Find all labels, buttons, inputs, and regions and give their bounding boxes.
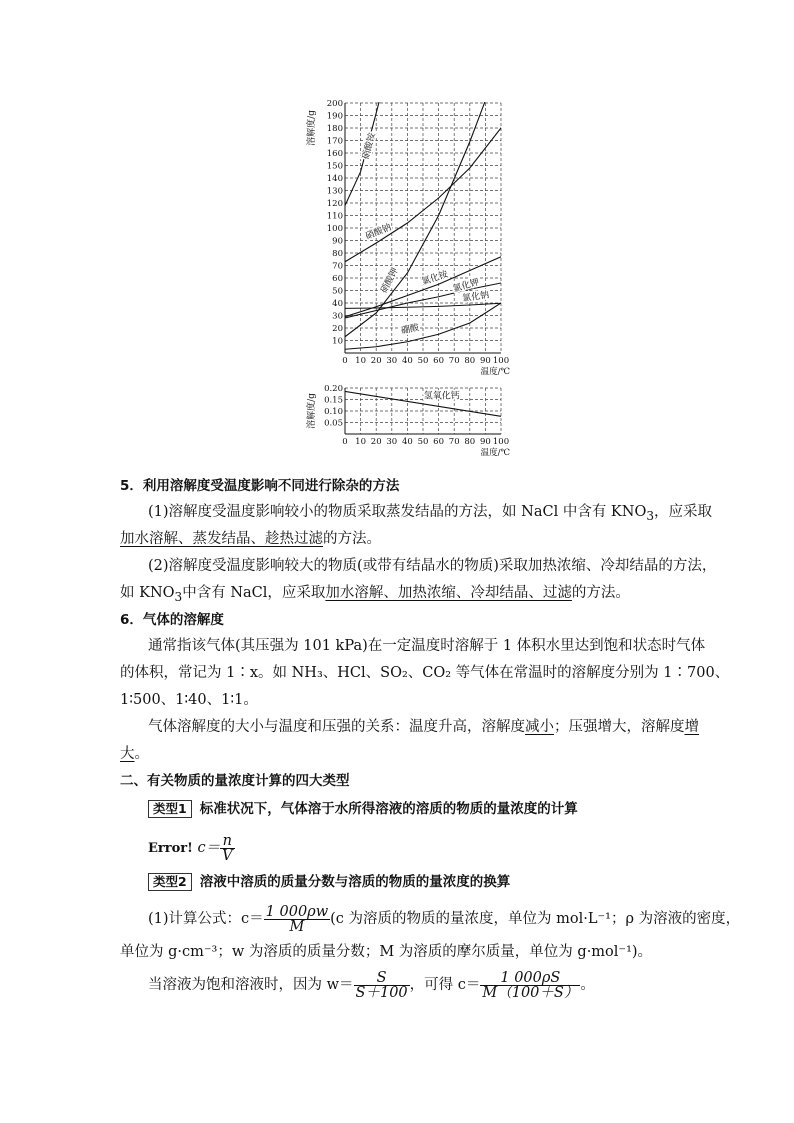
y-tick-label: 70	[332, 261, 343, 272]
fraction: $\frac{S}{S+100}$	[355, 969, 408, 1001]
part-2-title: 二、有关物质的量浓度计算的四大类型	[120, 773, 350, 789]
y-tick-label: 0.05	[324, 418, 343, 429]
x-tick-label: 70	[448, 356, 460, 366]
series-label: 氯化铵	[420, 269, 450, 288]
y-tick-label: 100	[326, 224, 343, 234]
x-tick-label: 60	[433, 356, 445, 366]
section-5-para1-line2: 加水溶解、蒸发结晶、趁热过滤的方法。	[120, 531, 381, 547]
y-tick-label: 20	[332, 324, 343, 334]
section-6-line5: 大。	[120, 746, 149, 762]
series-label: 氢氧化钙	[423, 391, 460, 402]
series-label: 硼酸	[400, 323, 420, 337]
y-tick-label: 180	[326, 124, 343, 134]
y-tick-label: 0.15	[324, 395, 343, 406]
answer-underline: 加水溶解、加热浓缩、冷却结晶、过滤	[325, 585, 572, 601]
y-tick-label: 190	[326, 111, 343, 122]
section-5-title: 5．利用溶解度受温度影响不同进行除杂的方法	[120, 478, 400, 494]
x-tick-label: 20	[370, 437, 382, 447]
y-tick-label: 40	[332, 299, 343, 309]
answer-underline: 增	[684, 719, 699, 735]
x-tick-label: 90	[479, 356, 491, 366]
x-tick-label: 30	[386, 437, 398, 447]
y-tick-label: 200	[326, 99, 343, 109]
series-label: 氯化钾	[451, 277, 481, 295]
x-tick-label: 50	[417, 356, 429, 366]
y-tick-label: 80	[332, 249, 343, 259]
answer-underline: 加水溶解、蒸发结晶、趁热过滤	[120, 531, 323, 547]
answer-underline: 减小	[525, 719, 554, 735]
type-2-formula-line: (1)计算公式：c＝ $\frac{1 000\rho w}{M}$ (c 为溶质的物质的量浓度，单位为 mol·L⁻¹；ρ 为溶液的密度，	[148, 903, 741, 935]
y-tick-label: 140	[326, 174, 343, 184]
section-6-line1: 通常指该气体(其压强为 101 kPa)在一定温度时溶解于 1 体积水里达到饱和状态时气体	[148, 638, 706, 654]
fraction: $\frac{1 000\rho S}{M(100+S)}$	[482, 969, 579, 1001]
y-tick-label: 90	[332, 236, 343, 247]
type-2-tag: 类型2	[148, 873, 192, 891]
series-label: 硝酸铵	[361, 131, 378, 161]
x-tick-label: 90	[479, 437, 491, 447]
series-label: 氯化钠	[461, 290, 490, 305]
fraction: $\frac{n}{V}$	[222, 832, 233, 864]
y-tick-label: 30	[332, 311, 343, 322]
type-1-heading: 类型1 标准状况下，气体溶于水所得溶液的溶质的物质的量浓度的计算	[148, 799, 578, 819]
type-1-tag: 类型1	[148, 800, 192, 818]
y-tick-label: 10	[332, 336, 343, 347]
fraction: $\frac{1 000\rho w}{M}$	[265, 903, 329, 935]
series-label: 硝酸钾	[379, 266, 401, 296]
x-tick-label: 20	[370, 356, 382, 366]
x-tick-label: 0	[342, 356, 348, 366]
y-tick-label: 0.20	[324, 384, 343, 394]
x-tick-label: 100	[492, 437, 510, 447]
answer-underline: 大	[120, 746, 135, 762]
x-tick-label: 10	[355, 437, 367, 447]
y-tick-label: 0.10	[324, 407, 343, 417]
type-2-heading: 类型2 溶液中溶质的质量分数与溶质的物质的量浓度的换算	[148, 872, 510, 892]
x-tick-label: 50	[417, 437, 429, 447]
x-axis-label: 温度/℃	[480, 448, 510, 458]
section-6-line3: 1∶500、1∶40、1∶1。	[120, 692, 258, 708]
x-tick-label: 100	[492, 356, 510, 366]
error-label: Error!	[148, 841, 193, 856]
y-tick-label: 110	[326, 211, 343, 222]
y-tick-label: 130	[326, 186, 343, 197]
y-tick-label: 170	[326, 136, 343, 147]
x-tick-label: 40	[401, 437, 413, 447]
section-6-title: 6．气体的溶解度	[120, 612, 224, 628]
saturated-solution-line: 当溶液为饱和溶液时，因为 w＝ $\frac{S}{S+100}$ ，可得 c＝ $\frac{1 000\rho S}{M(100+S)}$ 。	[148, 969, 595, 1001]
x-tick-label: 10	[355, 356, 367, 366]
section-6-line2: 的体积，常记为 1∶x。如 NH₃、HCl、SO₂、CO₂ 等气体在常温时的溶解度分别为 1∶700、	[120, 665, 730, 681]
x-axis-label: 温度/℃	[480, 367, 510, 377]
x-tick-label: 0	[342, 437, 348, 447]
section-6-line4: 气体溶解度的大小与温度和压强的关系：温度升高，溶解度减小；压强增大，溶解度增	[148, 719, 699, 735]
x-tick-label: 80	[464, 356, 476, 366]
solubility-chart	[300, 95, 530, 380]
x-tick-label: 80	[464, 437, 476, 447]
x-tick-label: 30	[386, 356, 398, 366]
y-tick-label: 60	[332, 274, 343, 284]
caoh2-solubility-chart	[300, 382, 530, 467]
series-label: 硝酸钠	[364, 222, 393, 243]
x-tick-label: 60	[433, 437, 445, 447]
type-1-formula: Error! c＝ $\frac{n}{V}$	[148, 832, 233, 864]
x-tick-label: 40	[401, 356, 413, 366]
y-tick-label: 160	[326, 149, 343, 159]
y-tick-label: 120	[326, 199, 343, 209]
section-5-para2-line2: 如 $KNO_3$中含有 NaCl，应采取加水溶解、加热浓缩、冷却结晶、过滤的方法。	[120, 585, 630, 604]
x-tick-label: 70	[448, 437, 460, 447]
y-axis-label: 溶解度/g	[307, 110, 317, 146]
section-5-para1-line1: (1)溶解度受温度影响较小的物质采取蒸发结晶的方法，如 NaCl 中含有 $KNO_3$，应采取	[148, 504, 713, 523]
y-tick-label: 50	[332, 286, 343, 297]
section-5-para2-line1: (2)溶解度受温度影响较大的物质(或带有结晶水的物质)采取加热浓缩、冷却结晶的方法，	[148, 558, 717, 574]
y-tick-label: 150	[326, 161, 343, 172]
y-axis-label: 溶解度/g	[307, 393, 317, 429]
type-2-units-line: 单位为 g·cm⁻³；w 为溶质的质量分数；M 为溶质的摩尔质量，单位为 g·mol⁻¹)。	[120, 944, 653, 960]
